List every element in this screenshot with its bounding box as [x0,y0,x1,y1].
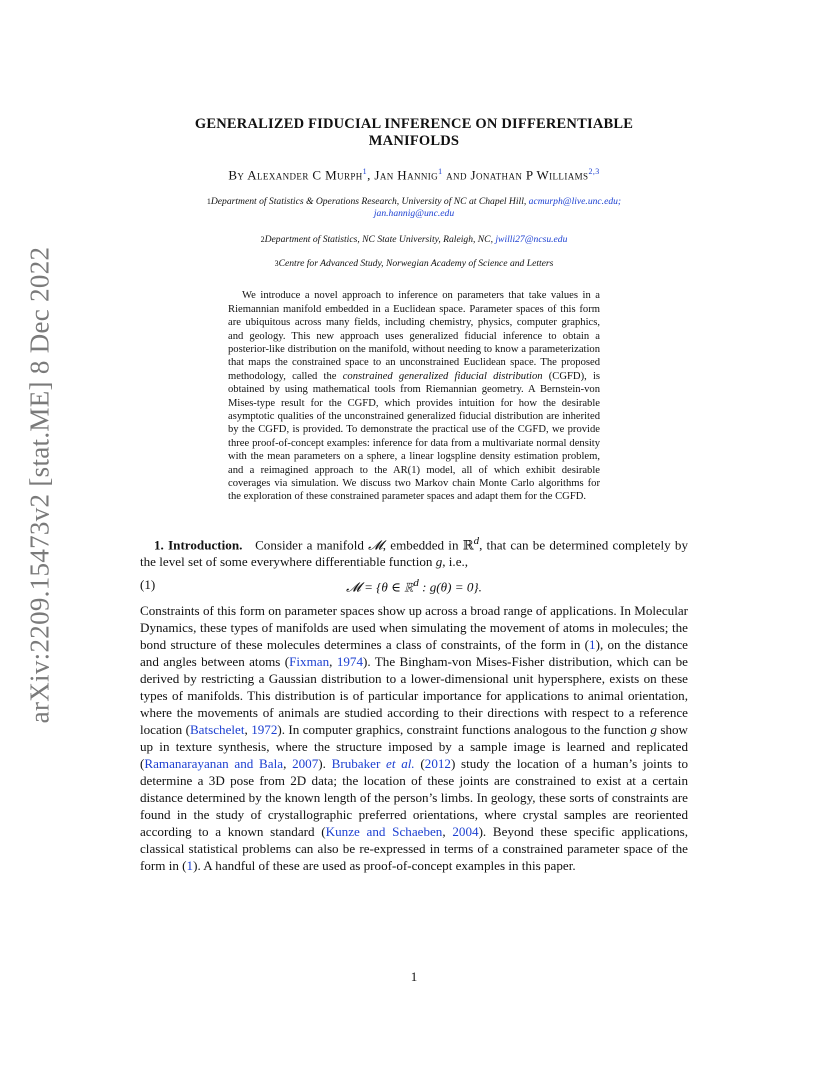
title-line-2: MANIFOLDS [368,133,460,149]
affiliation-1 [140,196,688,220]
citation-batschelet-year[interactable]: 1972 [251,722,278,738]
email-link-williams[interactable]: jwilli27@ncsu.edu [495,234,568,246]
author-1: Alexander C Murph [247,167,363,183]
citation-kunze-year[interactable]: 2004 [452,824,479,840]
affiliation-3-text: Centre for Advanced Study, Norwegian Academy of Science and Letters [278,258,554,270]
affiliation-2-text: Department of Statistics, NC State University, Raleigh, NC, [264,234,496,246]
paragraph-text: ). The Bingham-von Mises-Fisher distribution, which can be derived by restricting a Gaussian distribution to a lower-dimensional unit hypersphere, exists on these types of manifolds. This distribution is of particular importance for applications to animal orientation, where the movements of animals are studied according to their directions with respect to a reference location ( [140,654,688,738]
real-space-symbol: ℝ [462,537,474,553]
equation-1 [140,575,688,595]
citation-brubaker[interactable]: Brubaker [331,756,387,772]
paper-title [140,116,688,150]
paragraph-text: ( [414,756,425,772]
paragraph-text: Constraints of this form on parameter spaces show up across a broad range of applications. In Molecular Dynamics, these types of manifolds are used when simulating the movement of atoms in molecules; the bond structure of these molecules determines a class of constraints, of the form in ( [140,603,688,653]
section-number: 1. [154,537,164,553]
by-word: By [228,167,248,183]
intro-text-2: , embedded in [382,537,463,553]
arxiv-sidebar-stamp [22,246,58,724]
citation-kunze[interactable]: Kunze and Schaeben [325,824,443,840]
equation-number: (1) [140,577,156,593]
equation-sup: d [413,577,419,590]
author-1-affiliation-link[interactable]: 1 [362,167,368,176]
equation-body [140,577,688,595]
abstract-text-1: We introduce a novel approach to inference on parameters that take values in a Riemannian manifold embedded in a Euclidean space. Parameter spaces of this form are ubiquitous across many fields, including chemistry, physics, computer graphics, and geology. This new approach uses generalized fiducial inference to obtain a posterior-like distribution on the manifold, without needing to know a parameterization that maps the constrained space to an unconstrained Euclidean space. The proposed methodology, called the [228,290,600,382]
intro-text-4: , i.e., [442,554,469,570]
affiliation-1-number: 1 [206,197,211,207]
affiliation-2 [140,234,688,246]
intro-opening [140,533,688,570]
function-symbol: g [435,554,443,570]
paragraph-text: , [442,824,453,840]
paragraph-text: ). Beyond these specific applications, classical statistical problems can also be re-expressed in terms of a constrained parameter space of the form in ( [140,824,689,874]
paragraph-text: show up in texture synthesis, where the structure imposed by a sample image is learned and replicated ( [140,722,689,772]
function-symbol: g [650,722,657,738]
affiliation-3-number: 3 [274,259,279,269]
affiliation-1-text: Department of Statistics & Operations Research, University of NC at Chapel Hill, [210,196,529,208]
citation-brubaker-etal[interactable]: et al. [386,756,415,772]
paragraph-text: ), on the distance and angles between atoms ( [140,637,688,670]
paragraph-text: , [283,756,293,772]
title-line-1: GENERALIZED FIDUCIAL INFERENCE ON DIFFERENTIABLE [194,116,634,132]
email-link-hannig[interactable]: jan.hannig@unc.edu [373,208,455,220]
paragraph-text: ). In computer graphics, constraint functions analogous to the function [277,722,651,738]
author-3: Jonathan P Williams [470,167,589,183]
intro-text-1: Consider a manifold [255,537,369,553]
abstract-emphasis: constrained generalized fiducial distribution [342,370,543,382]
author-and: and [442,167,471,183]
author-2-affiliation-link[interactable]: 1 [438,167,443,176]
citation-fixman-year[interactable]: 1974 [336,654,363,670]
author-2: Jan Hannig [374,167,439,183]
paragraph-text: ) study the location of a human’s joints to determine a 3D pose from 2D data; the location of these joints are constrained to exist at a certain distance determined by the known length of the person’s limbs. In geology, these sorts of constraints are found in the study of crystallographic preferred orientations, where crystal samples are reoriented according to a known standard ( [140,756,688,840]
author-separator: , [367,167,375,183]
intro-text-3: , that can be determined completely by the level set of some everywhere differentiable function [140,537,688,570]
email-link-murph[interactable]: acmurph@live.unc.edu; [528,196,622,208]
equation-lhs: 𝓜 = {θ ∈ ℝ [346,579,414,595]
equation-rhs: : g(θ) = 0}. [418,579,482,595]
author-3-affiliation-link[interactable]: 2,3 [588,167,600,176]
citation-batschelet[interactable]: Batschelet [189,722,245,738]
citation-brubaker-year[interactable]: 2012 [424,756,451,772]
author-line [140,167,688,183]
abstract-text-2: (CGFD), is obtained by using mathematical tools from Riemannian geometry. A Bernstein-von Mises-type result for the CGFD, which provides intuition for how the desirable asymptotic qualities of the unconstrained generalized fiducial distribution are inherited by the CGFD, is provided. To demonstrate the practical use of the CGFD, we provide three proof-of-concept examples: inference for data from a multivariate normal density with the mean parameters on a sphere, a linear logspline density estimation problem, and a reimagined approach to the AR(1) model, all of which exhibit desirable coverages via simulation. We discuss two Markov chain Monte Carlo algorithms for the exploration of these constrained parameter spaces and adapt them for the CGFD. [228,370,601,503]
paragraph-text: ). [318,756,332,772]
abstract [228,289,600,504]
section-title: Introduction. [168,537,243,553]
page-number: 1 [410,969,418,984]
paragraph-text: , [244,722,252,738]
citation-ramanarayanan[interactable]: Ramanarayanan and Bala [144,756,284,772]
affiliation-3 [140,258,688,270]
citation-ramanarayanan-year[interactable]: 2007 [292,756,319,772]
dimension-symbol: d [473,534,480,547]
citation-fixman[interactable]: Fixman [289,654,330,670]
paper-page [140,116,688,874]
intro-paragraph [140,602,688,874]
equation-ref-link-2[interactable]: 1 [186,858,194,874]
paragraph-text: , [329,654,337,670]
affiliation-2-number: 2 [260,235,265,245]
paragraph-text: ). A handful of these are used as proof-of-concept examples in this paper. [193,858,576,874]
arxiv-identifier: arXiv:2209.15473v2 [stat.ME] 8 Dec 2022 [24,246,55,724]
equation-ref-link[interactable]: 1 [589,637,596,653]
manifold-symbol: 𝓜 [368,537,383,553]
